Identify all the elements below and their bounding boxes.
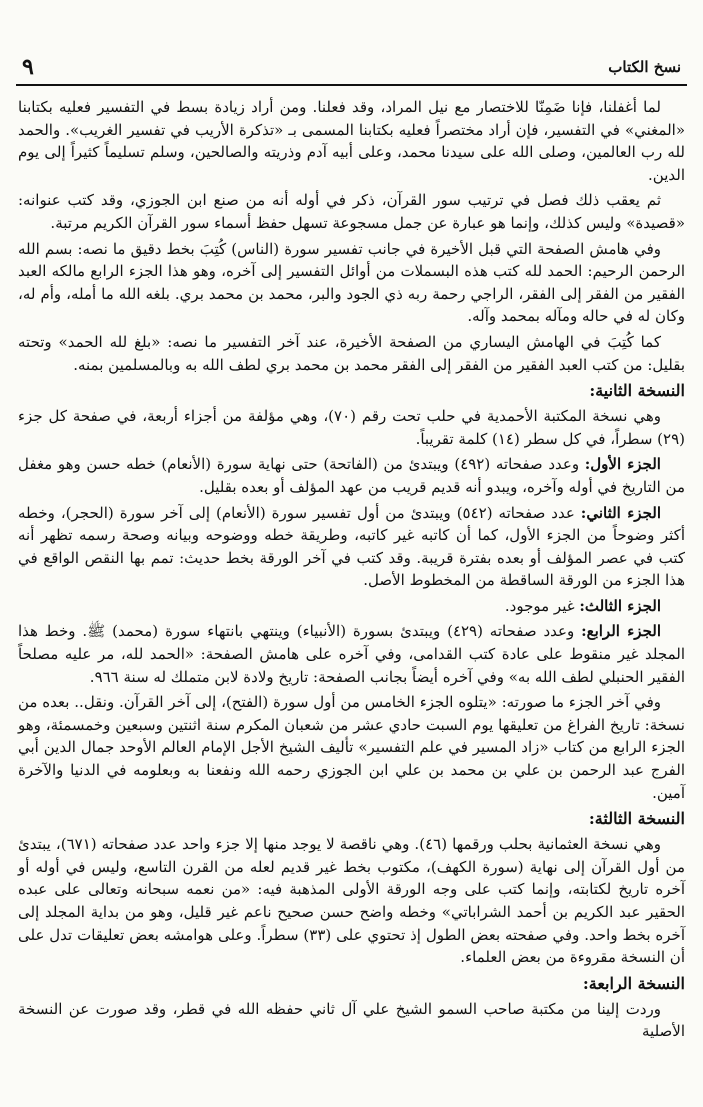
part-text: عدد صفحاته (٥٤٢) ويبتدئ من أول تفسير سورة (الأنعام) إلى آخر سورة (الحجر)، وخطه أكثر وضوحاً من الجزء الأول، كما أن كاتبه غير كاتبه، وطريقة خطه ووضوحه وبيانه وصحة رسمه تظهر أنه كتب في عصر المؤلف أو بعده بفترة قريبة. وقد كتب في آخر الورقة بخط حديث: تمم بها النقص الواقع في هذا الجزء من الورقة الساقطة من المخطوط الأصل. [18, 503, 685, 590]
paragraph: وردت إلينا من مكتبة صاحب السمو الشيخ علي آل ثاني حفظه الله في قطر، وقد صورت عن النسخة الأصلية [18, 999, 685, 1041]
paragraph: ثم يعقب ذلك فصل في ترتيب سور القرآن، ذكر في أوله أنه من صنع ابن الجوزي، وقد كتب عنوانه: «قصيدة» وليس كذلك، وإنما هو عبارة عن جمل مسجوعة تسهل حفظ أسماء سور القرآن الكريم مرتبة. [18, 191, 685, 232]
part-label: الجزء الأول: [584, 455, 661, 474]
paragraph [18, 620, 685, 688]
part-label: الجزء الثالث: [579, 596, 661, 615]
part-label: الجزء الثاني: [580, 503, 661, 522]
running-title: نسخ الكتاب [608, 58, 681, 76]
paragraph: وهي نسخة العثمانية بحلب ورقمها (٤٦). وهي ناقصة لا يوجد منها إلا جزء واحد عدد صفحاته (٦٧١)، يبتدئ من أول القرآن إلى نهاية (سورة الكهف)، مكتوب بخط غير قديم لعله من القرن التاسع، وليس في أوله أو آخره تاريخ لكتابته، وإنما كتب على وجه الورقة الأولى المذهبة فيه: «من نعمه سبحانه وتعالى على عبده الحقير عبد الكريم بن أحمد الشراباتي» وخطه واضح حسن صحيح ناعم غير قليل، وهو من بداية المجلد إلى آخره بخط واحد. وفي صفحته بعض الطول إذ تحتوي على (٣٣) سطراً. وعلى هوامشه بعض تعليقات تدل على أن النسخة مقروءة من بعض العلماء. [18, 835, 685, 967]
paragraph [18, 502, 685, 592]
paragraph: كما كُتِبَ في الهامش اليساري من الصفحة الأخيرة، عند آخر التفسير ما نصه: «بلغ لله الحمد» وتحته بقليل: من كتب العبد الفقير من الفقر إلى الفقر محمد بن محمد بري لطف الله به وبالمسلمين بمنه. [18, 332, 685, 374]
paragraph [18, 595, 685, 618]
part-text: غير موجود. [504, 596, 575, 615]
page-body [18, 96, 685, 1046]
paragraph: وفي آخر الجزء ما صورته: «يتلوه الجزء الخامس من أول سورة (الفتح)، إلى آخر القرآن. ونقل.. بعده من نسخة: تاريخ الفراغ من تعليقها يوم السبت حادي عشر من شعبان المكرم سنة اثنتين وسبعين وخمسمئة، وهو الجزء الرابع من كتاب «زاد المسير في علم التفسير» تأليف الشيخ الأجل الإمام العالم الأوحد جمال الدين أبي الفرج عبد الرحمن بن علي بن محمد بن علي ابن الجوزي رحمه الله ونفعنا به وبعلومه في الدنيا والآخرة آمين. [18, 693, 685, 802]
page-number: ٩ [22, 54, 34, 80]
paragraph: لما أغفلنا، فإنا ضَمِنّا للاختصار مع نيل المراد، وقد فعلنا. ومن أراد زيادة بسط في التفسير فعليه بكتابنا «المغني» في التفسير، فإن أراد مختصراً فعليه بكتابنا المسمى بـ «تذكرة الأريب في تفسير الغريب». والحمد لله رب العالمين، وصلى الله على سيدنا محمد، وعلى أبيه آدم وذريته والصالحين، وسلم تسليماً كثيراً إلى يوم الدين. [18, 98, 685, 184]
section-heading: النسخة الرابعة: [582, 973, 685, 993]
paragraph: وفي هامش الصفحة التي قبل الأخيرة في جانب تفسير سورة (الناس) كُتِبَ بخط دقيق ما نصه: بسم الله الرحمن الرحيم: الحمد لله كتب هذه البسملات من أوائل التفسير إلى آخره، وهو هذا الجزء الرابع مالكه العبد الفقير من الفقر إلى الفقر، الراجي رحمة ربه ذي الجود والبر، محمد بن محمد بري. بلغه الله ما أمله، وأم له، وكان له في حاله ومآله بمحمد وآله. [18, 239, 685, 326]
section-heading: النسخة الثالثة: [588, 809, 685, 829]
part-text: وعدد صفحاته (٤٢٩) ويبتدئ بسورة (الأنبياء) وينتهي بانتهاء سورة (محمد) ﷺ. وخط هذا المجلد غير منقوط على عادة كتب القدامى، وفي آخره على هامش الصفحة: «الحمد لله، مر عليه مصلحاً الفقير الحنبلي لطف الله به» وفي آخره أيضاً بجانب الصفحة: تاريخ ولادة لابن متملك له سنة ٩٦٦. [18, 622, 685, 686]
paragraph [18, 453, 685, 498]
header-rule [16, 84, 687, 86]
part-text: وعدد صفحاته (٤٩٢) ويبتدئ من (الفاتحة) حتى نهاية سورة (الأنعام) خطه حسن وهو مغفل من التاريخ في أوله وآخره، ويبدو أنه قديم قريب من عهد المؤلف أو بعده بقليل. [18, 455, 685, 496]
section-heading: النسخة الثانية: [589, 381, 685, 401]
paragraph: وهي نسخة المكتبة الأحمدية في حلب تحت رقم (٧٠)، وهي مؤلفة من أجزاء أربعة، في صفحة كل جزء (٢٩) سطراً، في كل سطر (١٤) كلمة تقريباً. [18, 407, 685, 448]
part-label: الجزء الرابع: [581, 622, 661, 641]
page-header [16, 54, 687, 82]
